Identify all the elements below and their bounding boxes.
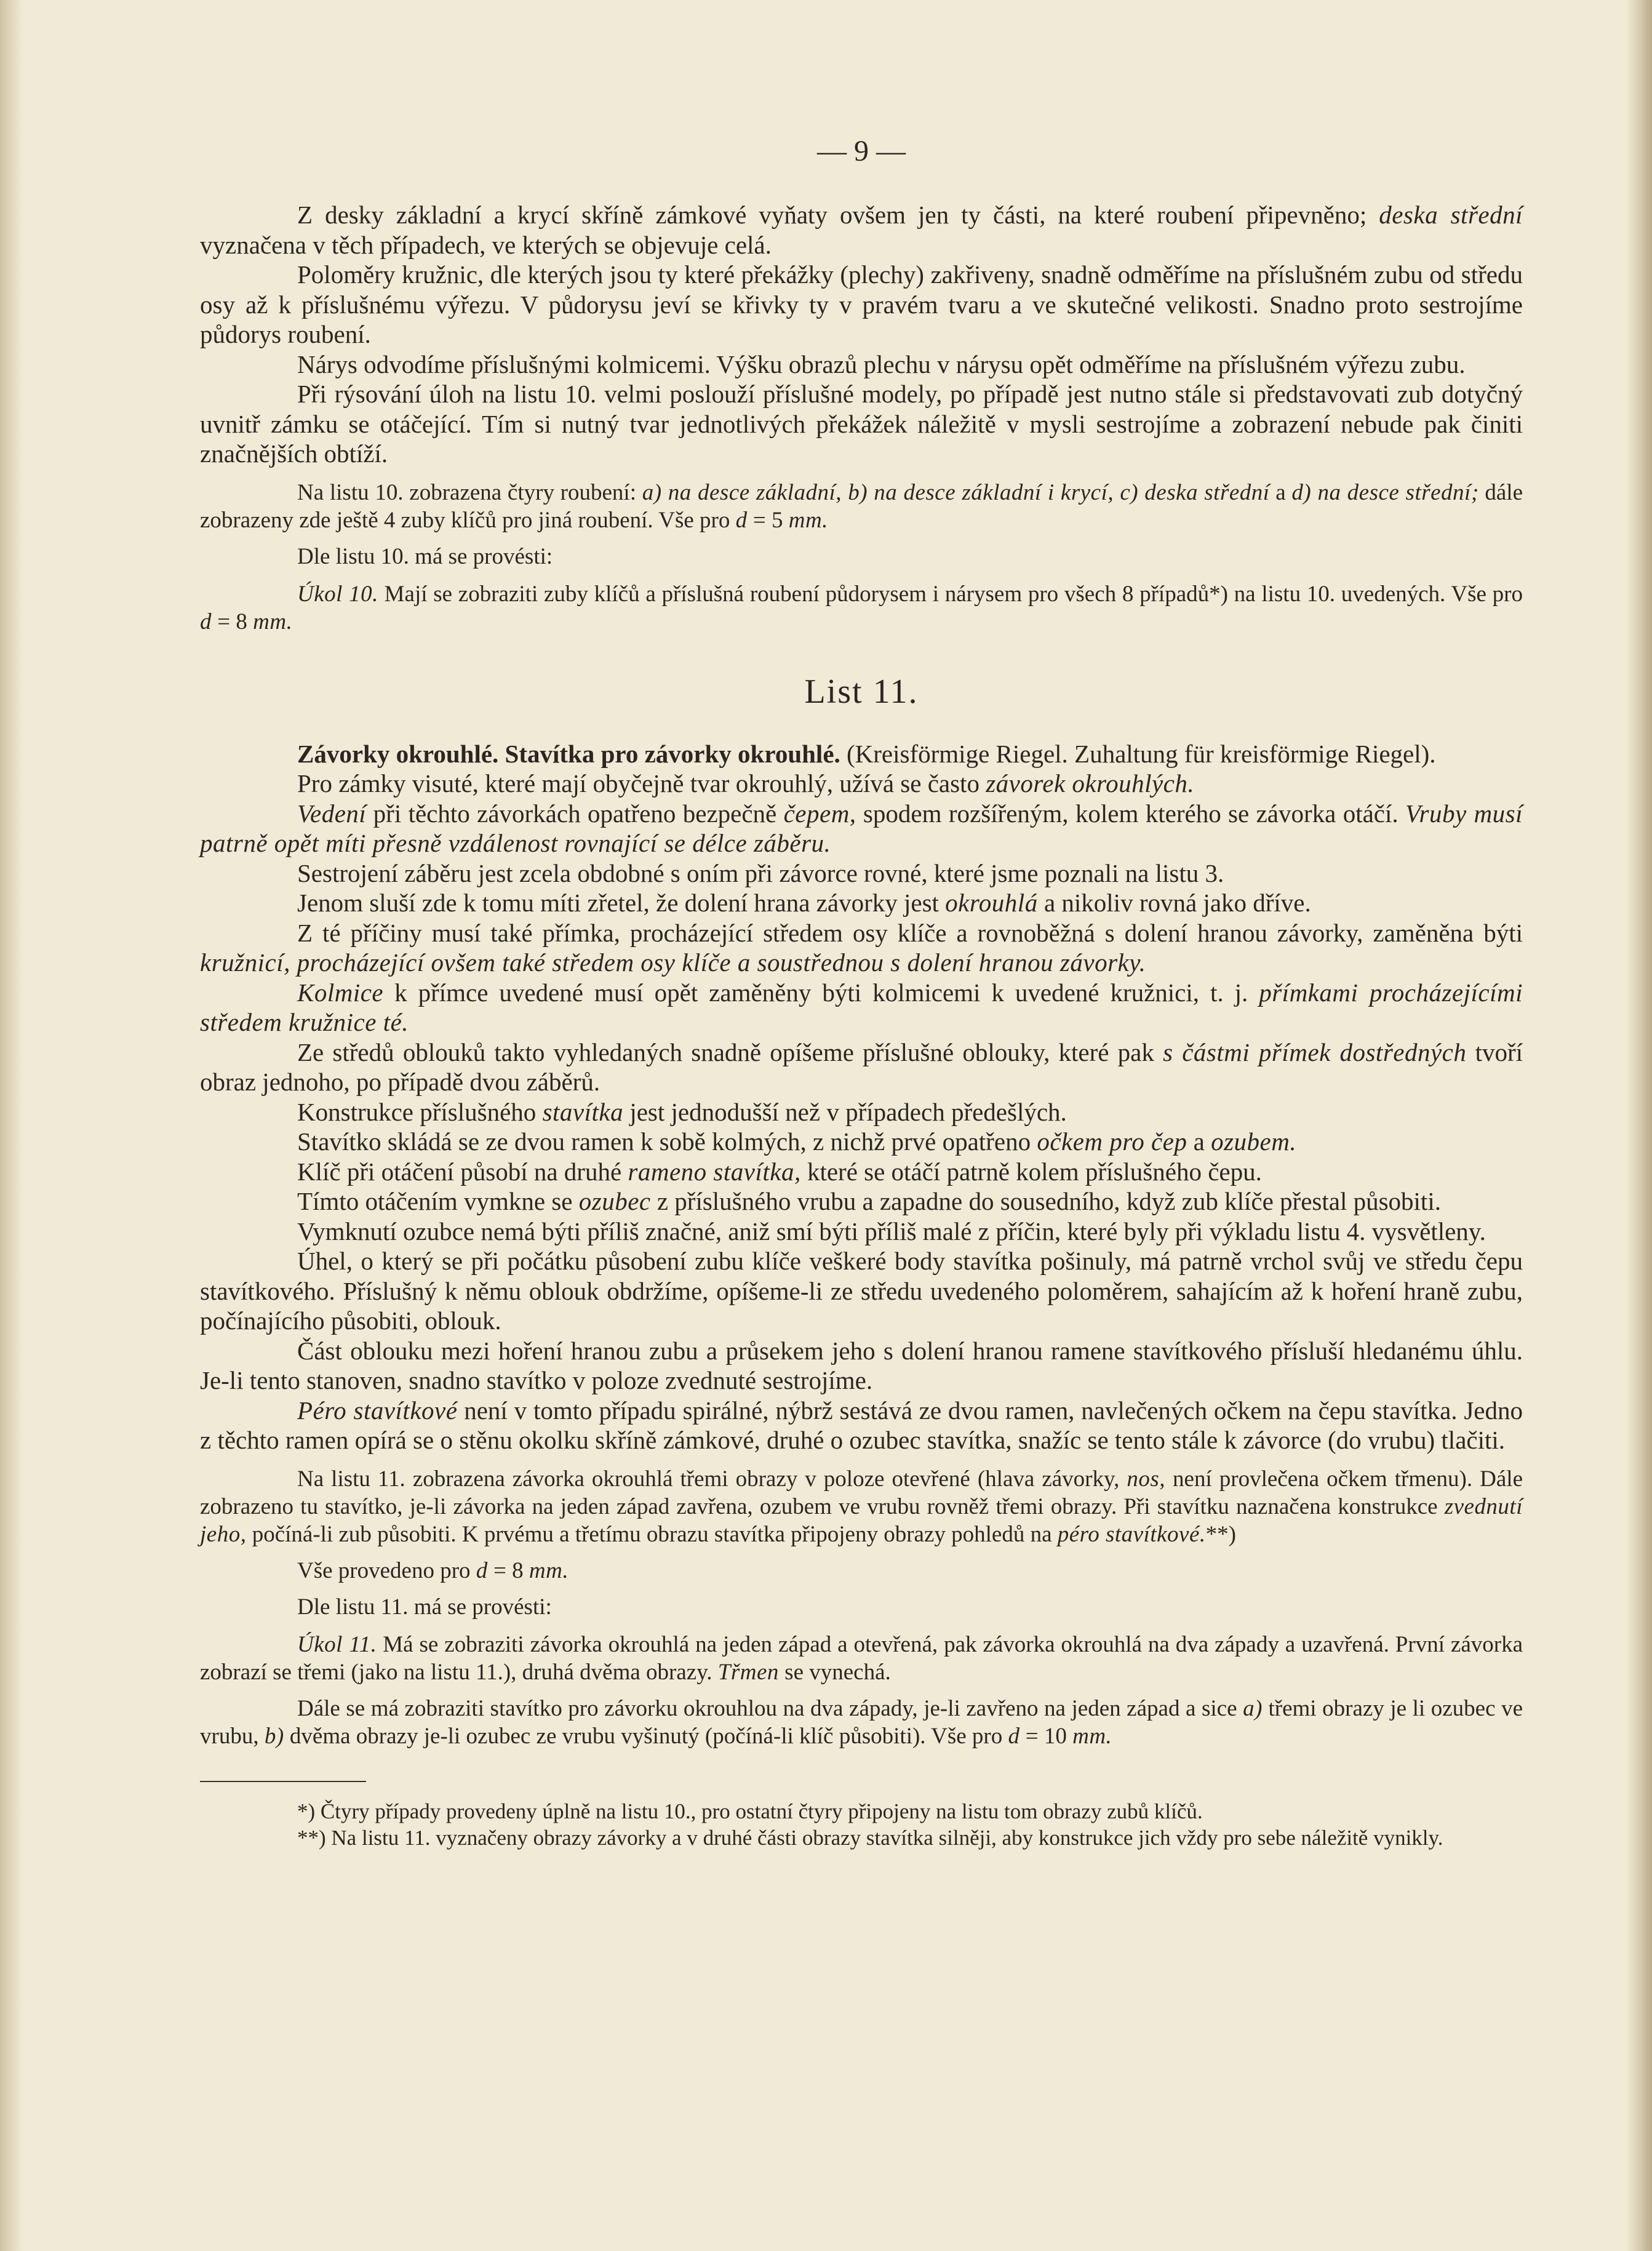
small-paragraph: Dále se má zobraziti stavítko pro závorku okrouhlou na dva západy, je-li zavřeno na jeden západ a sice a) třemi obrazy je li ozubec ve vrubu, b) dvěma obrazy je-li ozubec ze vrubu vyšinutý (počíná-li klíč působiti). Vše pro d = 10 mm. (200, 1695, 1523, 1749)
paragraph: Kolmice k přímce uvedené musí opět zaměněny býti kolmicemi k uvedené kružnici, t. j. přímkami procházejícími středem kružnice té. (200, 978, 1523, 1036)
paragraph: Nárys odvodíme příslušnými kolmicemi. Výšku obrazů plechu v nárysu opět odměříme na příslušném výřezu zubu. (297, 350, 1466, 378)
paragraph: Část oblouku mezi hoření hranou zubu a průsekem jeho s dolení hranou ramene stavítkového přísluší hledanému úhlu. Je-li tento stanoven, snadno stavítko v poloze zvednuté sestrojíme. (200, 1336, 1523, 1394)
paragraph: Sestrojení záběru jest zcela obdobné s oním při závorce rovné, které jsme poznali na listu 3. (297, 858, 1224, 887)
small-paragraph: Na listu 10. zobrazena čtyry roubení: a) na desce základní, b) na desce základní i krycí, c) deska střední a d) na desce střední; dále zobrazeny zde ještě 4 zuby klíčů pro jiná roubení. Vše pro d = 5 mm. (200, 479, 1523, 533)
page-number: — 9 — (817, 135, 906, 167)
paragraph: Konstrukce příslušného stavítka jest jednodušší než v případech předešlých. (297, 1097, 1067, 1126)
paragraph: Stavítko skládá se ze dvou ramen k sobě kolmých, z nichž prvé opatřeno očkem pro čep a ozubem. (297, 1127, 1297, 1156)
footnote: **) Na listu 11. vyznačeny obrazy závorky a v druhé části obrazy stavítka silněji, aby konstrukce jich vždy pro sebe náležitě vynikly. (297, 1825, 1443, 1850)
task-11: Úkol 11. Má se zobraziti závorka okrouhlá na jeden západ a otevřená, pak závorka okrouhlá na dva západy a uzavřená. První závorka zobrazí se třemi (jako na listu 11.), druhá dvěma obrazy. Třmen se vynechá. (200, 1631, 1523, 1685)
small-paragraph: Dle listu 11. má se provésti: (297, 1594, 552, 1620)
paragraph: Tímto otáčením vymkne se ozubec z příslušného vrubu a zapadne do sousedního, když zub klíče přestal působiti. (297, 1187, 1441, 1215)
section-heading: List 11. (804, 672, 919, 711)
paragraph: Z desky základní a krycí skříně zámkové vyňaty ovšem jen ty části, na které roubení připevněno; deska střední vyznačena v těch případech, ve kterých se objevuje celá. (200, 201, 1523, 259)
paragraph: Z té příčiny musí také přímka, procházející středem osy klíče a rovnoběžná s dolení hranou závorky, zaměněna býti kružnicí, procházející ovšem také středem osy klíče a soustřednou s dolení hranou závorky. (200, 918, 1523, 977)
page-edge-left (0, 0, 23, 2251)
small-paragraph: Na listu 11. zobrazena závorka okrouhlá třemi obrazy v poloze otevřené (hlava závorky, nos, není provlečena očkem třmenu). Dále zobrazeno tu stavítko, je-li závorka na jeden západ zavřena, ozubem ve vrubu rovněž třemi obrazy. Při stavítku naznačena konstrukce zvednutí jeho, počíná-li zub působiti. K prvému a třetímu obrazu stavítka připojeny obrazy pohledů na péro stavítkové.**) (200, 1466, 1523, 1547)
footnote-divider (200, 1781, 366, 1782)
paragraph: Péro stavítkové není v tomto případu spirálné, nýbrž sestává ze dvou ramen, navlečených očkem na čepu stavítka. Jedno z těchto ramen opírá se o stěnu okolku skříně zámkové, druhé o ozubec stavítka, snažíc se tento stále k závorce (do vrubu) tlačiti. (200, 1396, 1523, 1454)
page-content (200, 200, 1523, 1851)
page-edge-right (1626, 0, 1652, 2251)
paragraph: Pro zámky visuté, které mají obyčejně tvar okrouhlý, užívá se často závorek okrouhlých. (297, 769, 1195, 798)
paragraph: Při rýsování úloh na listu 10. velmi poslouží příslušné modely, po případě jest nutno stále si představovati zub dotyčný uvnitř zámku se otáčející. Tím si nutný tvar jednotlivých překážek náležitě v mysli sestrojíme a zobrazení nebude pak činiti značnějších obtíží. (200, 380, 1523, 468)
section-title: Závorky okrouhlé. Stavítka pro závorky okrouhlé. (Kreisförmige Riegel. Zuhaltung für kreisförmige Riegel). (297, 739, 1436, 768)
paragraph: Úhel, o který se při počátku působení zubu klíče veškeré body stavítka pošinuly, má patrně vrchol svůj ve středu čepu stavítkového. Příslušný k němu oblouk obdržíme, opíšeme-li ze středu uvedeného poloměrem, sahajícím až k hoření hraně zubu, počínajícího působiti, oblouk. (200, 1247, 1523, 1335)
task-10: Úkol 10. Mají se zobraziti zuby klíčů a příslušná roubení půdorysem i nárysem pro všech 8 případů*) na listu 10. uvedených. Vše pro d = 8 mm. (200, 581, 1523, 634)
small-paragraph: Dle listu 10. má se provésti: (297, 543, 553, 569)
small-paragraph: Vše provedeno pro d = 8 mm. (297, 1557, 569, 1583)
paragraph: Vymknutí ozubce nemá býti příliš značné, aniž smí býti příliš malé z příčin, které byly při výkladu listu 4. vysvětleny. (297, 1217, 1486, 1245)
paragraph: Poloměry kružnic, dle kterých jsou ty které překážky (plechy) zakřiveny, snadně odměříme na příslušném zubu od středu osy až k příslušnému výřezu. V půdorysu jeví se křivky ty v pravém tvaru a ve skutečné velikosti. Snadno proto sestrojíme půdorys roubení. (200, 260, 1523, 348)
footnote: *) Čtyry případy provedeny úplně na listu 10., pro ostatní čtyry připojeny na listu tom obrazy zubů klíčů. (297, 1799, 1203, 1823)
paragraph: Ze středů oblouků takto vyhledaných snadně opíšeme příslušné oblouky, které pak s částmi přímek dostředných tvoří obraz jednoho, po případě dvou záběrů. (200, 1038, 1523, 1096)
paragraph: Klíč při otáčení působí na druhé rameno stavítka, které se otáčí patrně kolem příslušného čepu. (297, 1157, 1262, 1186)
paragraph: Vedení při těchto závorkách opatřeno bezpečně čepem, spodem rozšířeným, kolem kterého se závorka otáčí. Vruby musí patrně opět míti přesně vzdálenost rovnající se délce záběru. (200, 799, 1523, 857)
paragraph: Jenom sluší zde k tomu míti zřetel, že dolení hrana závorky jest okrouhlá a nikoliv rovná jako dříve. (297, 889, 1311, 917)
